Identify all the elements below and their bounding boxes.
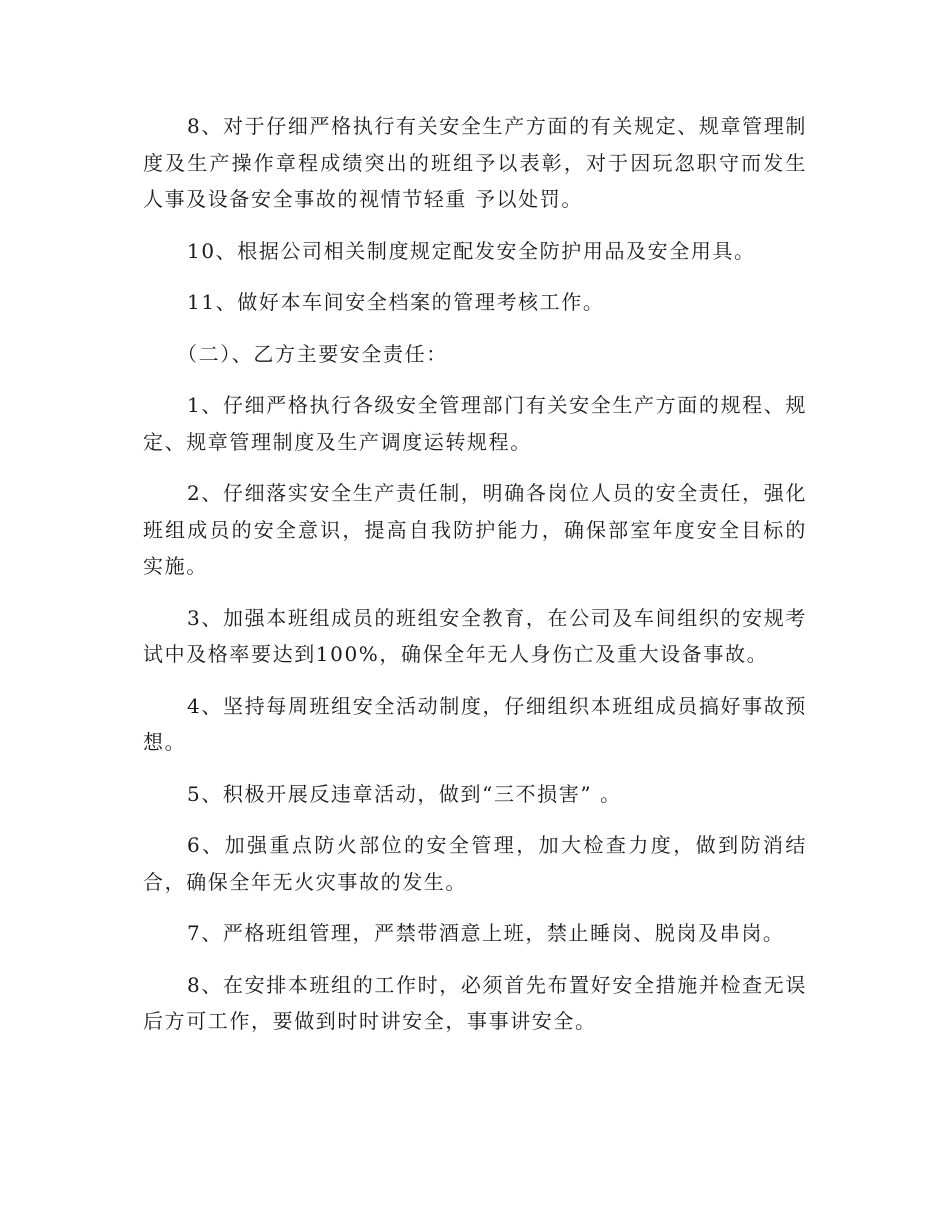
- paragraph-item-8-commendation: 8、对于仔细严格执行有关安全生产方面的有关规定、规章管理制度及生产操作章程成绩突出的班组予以表彰，对于因玩忽职守而发生人事及设备安全事故的视情节轻重 予以处罚。: [143, 114, 807, 211]
- section-heading-party-b-responsibilities: （二）、乙方主要安全责任：: [177, 341, 448, 366]
- paragraph-item-2-responsibility-system: 2、仔细落实安全生产责任制，明确各岗位人员的安全责任，强化班组成员的安全意识，提高自我防护能力，确保部室年度安全目标的实施。: [143, 481, 807, 578]
- paragraph-item-11-safety-records: 11、做好本车间安全档案的管理考核工作。: [187, 290, 605, 314]
- paragraph-item-7-team-management: 7、严格班组管理，严禁带酒意上班，禁止睡岗、脱岗及串岗。: [187, 921, 785, 945]
- paragraph-item-3-safety-education: 3、加强本班组成员的班组安全教育，在公司及车间组织的安规考试中及格率要达到100%，确保全年无人身伤亡及重大设备事故。: [143, 605, 807, 666]
- paragraph-item-4-weekly-activity: 4、坚持每周班组安全活动制度，仔细组织本班组成员搞好事故预想。: [143, 693, 807, 754]
- paragraph-item-5-anti-violation: 5、积极开展反违章活动，做到“三不损害” 。: [187, 781, 622, 806]
- paragraph-item-10-protective-equipment: 10、根据公司相关制度规定配发安全防护用品及安全用具。: [187, 238, 756, 263]
- paragraph-item-8-work-arrangement: 8、在安排本班组的工作时，必须首先布置好安全措施并检查无误后方可工作，要做到时时讲安全，事事讲安全。: [143, 972, 807, 1033]
- paragraph-item-6-fire-prevention: 6、加强重点防火部位的安全管理，加大检查力度，做到防消结合，确保全年无火灾事故的发生。: [143, 833, 807, 894]
- document-body: [143, 108, 807, 1040]
- paragraph-item-1-regulations: 1、仔细严格执行各级安全管理部门有关安全生产方面的规程、规定、规章管理制度及生产调度运转规程。: [143, 393, 807, 454]
